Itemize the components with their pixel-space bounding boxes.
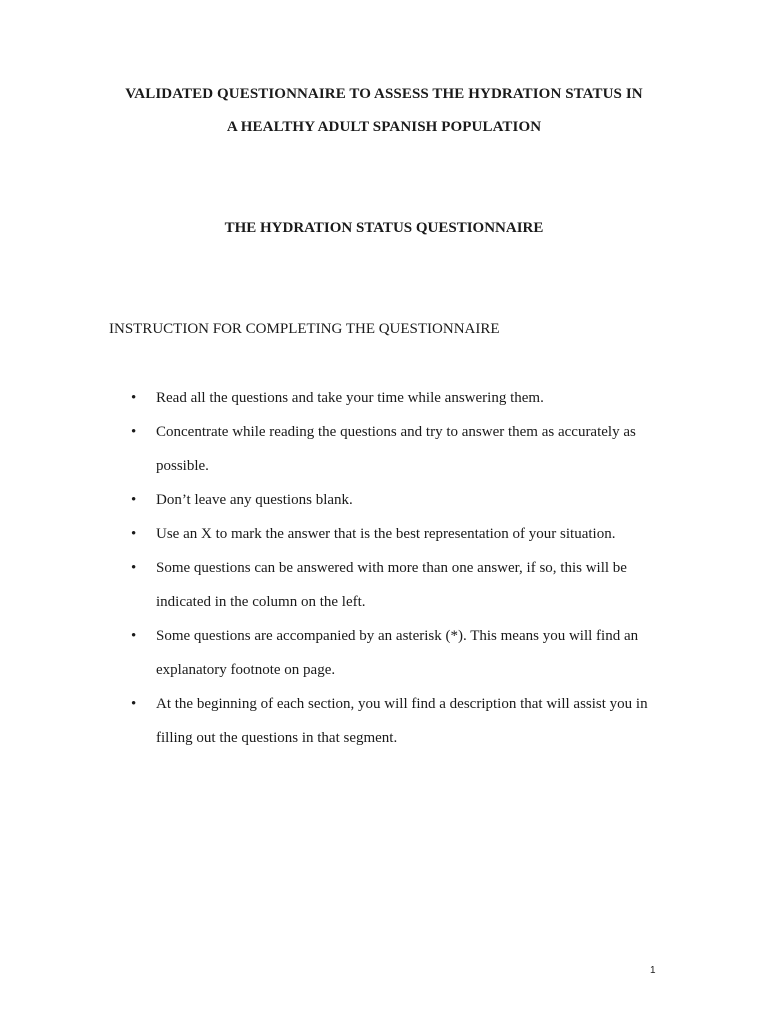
bullet-icon: • — [131, 628, 137, 644]
instruction-text: Some questions are accompanied by an asterisk (*). This means you will find an explanatory footnote on page. — [156, 628, 639, 678]
instruction-text: Use an X to mark the answer that is the best representation of your situation. — [156, 526, 616, 542]
instructions-heading: INSTRUCTION FOR COMPLETING THE QUESTIONNAIRE — [109, 321, 500, 337]
bullet-icon: • — [131, 526, 137, 542]
instruction-text: Don’t leave any questions blank. — [156, 492, 353, 508]
document-title-line-2: A HEALTHY ADULT SPANISH POPULATION — [226, 119, 542, 135]
bullet-icon: • — [131, 696, 137, 712]
instruction-text: At the beginning of each section, you will find a description that will assist you in filling out the questions in that segment. — [156, 696, 648, 746]
bullet-icon: • — [131, 560, 137, 576]
bullet-icon: • — [131, 492, 137, 508]
page-number: 1 — [650, 965, 656, 976]
instruction-text: Some questions can be answered with more than one answer, if so, this will be indicated in the column on the left. — [156, 560, 627, 610]
instruction-text: Read all the questions and take your time while answering them. — [156, 390, 544, 406]
instruction-text: Concentrate while reading the questions and try to answer them as accurately as possible. — [156, 424, 636, 474]
questionnaire-subtitle: THE HYDRATION STATUS QUESTIONNAIRE — [224, 220, 544, 236]
bullet-icon: • — [131, 424, 137, 440]
document-title-line-1: VALIDATED QUESTIONNAIRE TO ASSESS THE HYDRATION STATUS IN — [125, 86, 643, 102]
bullet-icon: • — [131, 390, 137, 406]
